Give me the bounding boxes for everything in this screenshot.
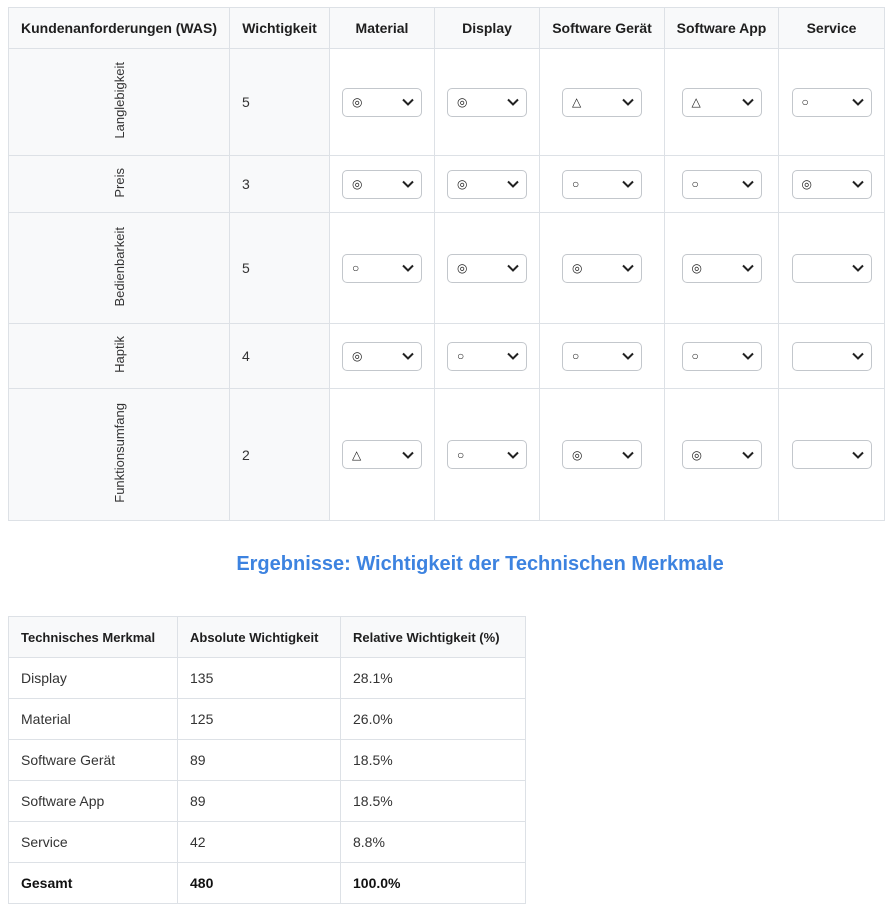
relation-select[interactable] [562, 88, 642, 117]
absolute-importance-value: 135 [178, 658, 341, 699]
relation-select-value: ◎ [457, 177, 468, 191]
relation-select[interactable] [342, 342, 422, 371]
absolute-importance-value: 42 [178, 822, 341, 863]
chevron-down-icon [622, 352, 634, 360]
results-row [9, 699, 526, 740]
results-row [9, 658, 526, 699]
feature-name: Display [9, 658, 178, 699]
header-importance: Wichtigkeit [230, 8, 330, 49]
importance-value: 4 [230, 324, 330, 389]
relation-cell [665, 213, 779, 324]
relation-select-value: ◎ [352, 349, 363, 363]
requirement-row [9, 324, 885, 389]
relation-select-value: ○ [572, 177, 580, 191]
relation-cell [435, 213, 540, 324]
relation-select-value: ○ [572, 349, 580, 363]
relation-select-value: ◎ [691, 447, 702, 462]
chevron-down-icon [622, 180, 634, 188]
relation-cell [540, 49, 665, 156]
chevron-down-icon [852, 98, 864, 106]
results-row [9, 781, 526, 822]
relation-select-value: ◎ [352, 177, 363, 191]
relation-cell [665, 389, 779, 521]
relation-select-value: ◎ [572, 261, 583, 275]
chevron-down-icon [742, 264, 754, 272]
relation-select[interactable] [562, 440, 642, 469]
header-display: Display [435, 8, 540, 49]
qfd-matrix-table [8, 7, 885, 521]
relation-select-value: △ [352, 447, 362, 462]
chevron-down-icon [622, 451, 634, 459]
chevron-down-icon [852, 352, 864, 360]
relative-importance-value: 18.5% [341, 781, 526, 822]
requirement-cell [9, 213, 230, 324]
absolute-importance-value: 89 [178, 781, 341, 822]
header-software-app: Software App [665, 8, 779, 49]
relation-select[interactable] [342, 440, 422, 469]
relation-select-value: ◎ [352, 95, 363, 109]
relation-select[interactable] [342, 88, 422, 117]
total-relative-value: 100.0% [341, 863, 526, 904]
relation-cell [540, 156, 665, 213]
chevron-down-icon [507, 98, 519, 106]
relation-cell [665, 156, 779, 213]
relation-select[interactable] [792, 440, 872, 469]
header-absolute-importance: Absolute Wichtigkeit [178, 617, 341, 658]
results-row [9, 740, 526, 781]
requirement-label: Langlebigkeit [111, 62, 127, 139]
relation-select[interactable] [447, 254, 527, 283]
requirement-cell [9, 49, 230, 156]
requirement-label: Funktionsumfang [111, 403, 127, 503]
header-software-device: Software Gerät [540, 8, 665, 49]
relative-importance-value: 26.0% [341, 699, 526, 740]
relation-select-value: ◎ [691, 261, 702, 275]
chevron-down-icon [742, 352, 754, 360]
relative-importance-value: 18.5% [341, 740, 526, 781]
relation-select[interactable] [682, 440, 762, 469]
relation-select-value: ○ [457, 349, 465, 363]
relation-select-value: ○ [691, 177, 699, 191]
header-requirements: Kundenanforderungen (WAS) [9, 8, 230, 49]
requirement-row [9, 156, 885, 213]
relation-cell [779, 213, 885, 324]
importance-value: 5 [230, 49, 330, 156]
relation-cell [540, 324, 665, 389]
relation-cell [665, 49, 779, 156]
relation-cell [779, 156, 885, 213]
absolute-importance-value: 125 [178, 699, 341, 740]
header-technical-feature: Technisches Merkmal [9, 617, 178, 658]
chevron-down-icon [852, 451, 864, 459]
relation-cell [330, 213, 435, 324]
qfd-header-row [9, 8, 885, 49]
relation-select-value: ○ [457, 447, 465, 462]
relation-select[interactable] [342, 170, 422, 199]
relation-cell [435, 389, 540, 521]
importance-value: 3 [230, 156, 330, 213]
relation-select-value: ○ [801, 95, 809, 109]
feature-name: Software App [9, 781, 178, 822]
relation-select[interactable] [447, 170, 527, 199]
results-row [9, 822, 526, 863]
relation-select-value: △ [572, 95, 582, 109]
relation-select-value: ◎ [572, 447, 583, 462]
relation-select[interactable] [342, 254, 422, 283]
relation-select[interactable] [682, 170, 762, 199]
requirement-label: Preis [111, 167, 127, 198]
chevron-down-icon [507, 180, 519, 188]
relation-cell [435, 324, 540, 389]
relation-cell [330, 389, 435, 521]
relation-cell [665, 324, 779, 389]
requirement-row [9, 213, 885, 324]
relation-select-value: ○ [691, 349, 699, 363]
chevron-down-icon [507, 451, 519, 459]
requirement-cell [9, 389, 230, 521]
relation-select-value: ◎ [457, 95, 468, 109]
results-title: Ergebnisse: Wichtigkeit der Technischen Merkmale [236, 553, 724, 575]
relation-select[interactable] [562, 254, 642, 283]
chevron-down-icon [852, 264, 864, 272]
absolute-importance-value: 89 [178, 740, 341, 781]
relation-select[interactable] [682, 342, 762, 371]
relation-select-value: ◎ [801, 177, 812, 191]
results-header-row [9, 617, 526, 658]
results-table [8, 616, 526, 904]
feature-name: Service [9, 822, 178, 863]
header-service: Service [779, 8, 885, 49]
chevron-down-icon [742, 451, 754, 459]
relation-cell [779, 389, 885, 521]
chevron-down-icon [742, 180, 754, 188]
relation-cell [779, 49, 885, 156]
header-material: Material [330, 8, 435, 49]
feature-name: Material [9, 699, 178, 740]
relation-select[interactable] [562, 342, 642, 371]
relation-cell [540, 389, 665, 521]
importance-value: 2 [230, 389, 330, 521]
requirement-label: Haptik [111, 336, 127, 373]
requirement-cell [9, 324, 230, 389]
relation-select[interactable] [682, 88, 762, 117]
chevron-down-icon [402, 352, 414, 360]
relation-cell [330, 324, 435, 389]
requirement-row [9, 49, 885, 156]
relation-select[interactable] [447, 440, 527, 469]
header-relative-importance: Relative Wichtigkeit (%) [341, 617, 526, 658]
relation-select[interactable] [562, 170, 642, 199]
chevron-down-icon [402, 98, 414, 106]
chevron-down-icon [622, 98, 634, 106]
relation-select-value: ○ [352, 261, 360, 275]
relation-select-value: ◎ [457, 261, 468, 275]
total-label: Gesamt [9, 863, 178, 904]
relation-select[interactable] [792, 254, 872, 283]
relation-cell [330, 49, 435, 156]
chevron-down-icon [622, 264, 634, 272]
relation-cell [779, 324, 885, 389]
results-total-row [9, 863, 526, 904]
relation-cell [540, 213, 665, 324]
relative-importance-value: 8.8% [341, 822, 526, 863]
total-absolute-value: 480 [178, 863, 341, 904]
relation-select[interactable] [682, 254, 762, 283]
chevron-down-icon [852, 180, 864, 188]
relation-select[interactable] [792, 88, 872, 117]
chevron-down-icon [402, 264, 414, 272]
relation-cell [330, 156, 435, 213]
chevron-down-icon [402, 451, 414, 459]
requirement-cell [9, 156, 230, 213]
chevron-down-icon [507, 264, 519, 272]
relation-select[interactable] [792, 342, 872, 371]
chevron-down-icon [402, 180, 414, 188]
relation-cell [435, 49, 540, 156]
relation-cell [435, 156, 540, 213]
chevron-down-icon [507, 352, 519, 360]
requirement-row [9, 389, 885, 521]
importance-value: 5 [230, 213, 330, 324]
relation-select-value: △ [691, 95, 701, 109]
feature-name: Software Gerät [9, 740, 178, 781]
relation-select[interactable] [447, 342, 527, 371]
requirement-label: Bedienbarkeit [111, 226, 127, 307]
relation-select[interactable] [447, 88, 527, 117]
relative-importance-value: 28.1% [341, 658, 526, 699]
relation-select[interactable] [792, 170, 872, 199]
chevron-down-icon [742, 98, 754, 106]
